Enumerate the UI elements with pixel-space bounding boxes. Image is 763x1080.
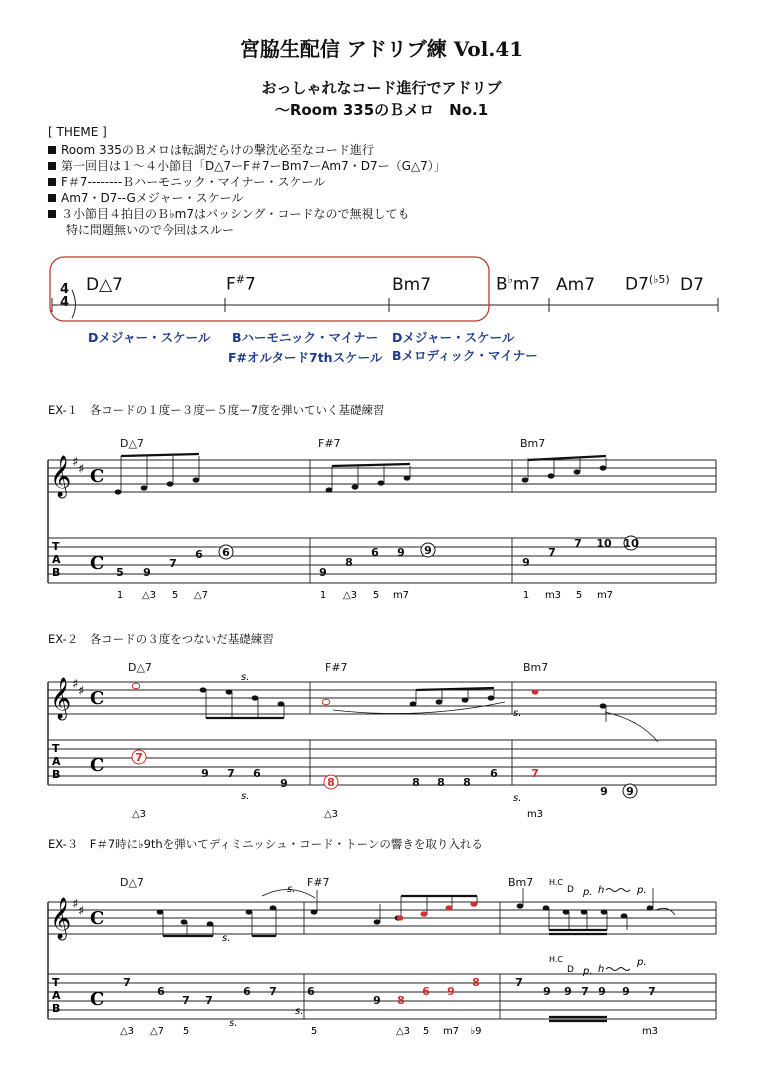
ex1-tab-number: 10 <box>623 537 639 550</box>
ex2-note <box>278 701 285 706</box>
ex1-tab-number: 6 <box>222 546 230 559</box>
ex3-note <box>421 911 428 916</box>
ex3-note <box>311 909 318 914</box>
ex1-tab-number: 9 <box>424 544 432 557</box>
ex1-beam <box>121 454 199 456</box>
ex2-note <box>252 695 259 700</box>
ex3-technique-mark: p. <box>583 966 593 977</box>
ex3-tab-number: 7 <box>182 994 190 1007</box>
chord-bm7: Bm7 <box>392 275 432 295</box>
ex1-degree: 5 <box>171 590 179 601</box>
ex3-note <box>471 901 478 906</box>
ex2-tab-letter: T <box>52 742 60 755</box>
ex3-degree: m3 <box>641 1026 659 1037</box>
ex3-treble-clef-icon: 𝄞 <box>50 898 72 939</box>
ex3-tab-number: 7 <box>648 985 656 998</box>
ex1-tab-number: 6 <box>371 546 379 559</box>
ex1-treble-clef-icon: 𝄞 <box>50 456 72 497</box>
ex1-degree: △3 <box>342 590 358 601</box>
ex3-technique-mark: h <box>598 964 605 975</box>
ex3-degree: △7 <box>149 1026 165 1037</box>
ex3-technique-mark: H.C <box>549 955 564 964</box>
ex2-chord: D△7 <box>128 661 152 674</box>
ex2-tab-number: 7 <box>135 751 143 764</box>
ex2-tab-number: 6 <box>253 767 261 780</box>
ex1-tab-letter: T <box>52 540 60 553</box>
ex1-note <box>600 465 607 470</box>
ex1-note <box>352 484 359 489</box>
ex3-technique-mark: D <box>567 965 574 975</box>
ex2-tab-number: 9 <box>201 767 209 780</box>
ex1-degree: m3 <box>544 590 562 601</box>
ex3-tab-letter: T <box>52 976 60 989</box>
ex2-tab-number: 9 <box>280 777 288 790</box>
ex1-note <box>141 485 148 490</box>
chord-d7: D7 <box>680 275 704 295</box>
ex1-tab-number: 10 <box>596 537 612 550</box>
ex1-note <box>115 489 122 494</box>
ex3-chord: Bm7 <box>508 876 534 889</box>
ex2-tab-number: 7 <box>227 767 235 780</box>
ex1-key-sharp-icon: ♯ <box>78 462 85 477</box>
ex3-tab-number: 6 <box>243 985 251 998</box>
ex3-tab-number: 9 <box>622 985 630 998</box>
ex1-common-time-icon: C <box>90 553 105 574</box>
ex3-note <box>563 909 570 914</box>
ex3-tab-number: 7 <box>205 994 213 1007</box>
progression-highlight-box <box>50 257 489 321</box>
ex1-beam <box>528 456 606 460</box>
ex3-tab-number: 7 <box>515 976 523 989</box>
ex1-degree: △7 <box>193 590 209 601</box>
theme-item: Room 335のＢメロは転調だらけの撃沈必至なコード進行 <box>48 141 374 158</box>
ex1-note <box>378 480 385 485</box>
ex2-note <box>462 697 469 702</box>
ex2-tab-number: 7 <box>531 767 539 780</box>
ex1-beam <box>332 464 410 466</box>
ex3-key-sharp-icon: ♯ <box>78 904 85 919</box>
scale-label: F#オルタード7thスケール <box>228 350 383 365</box>
ex3-chord: F#7 <box>307 876 330 889</box>
ex1-tab-number: 9 <box>319 566 327 579</box>
ex3-technique-mark: D <box>567 885 574 895</box>
ex1-degree: 1 <box>116 590 124 601</box>
ex2-note <box>322 699 330 705</box>
progression-line <box>52 298 718 312</box>
ex3-tab-number: 9 <box>564 985 572 998</box>
ex3-technique-mark: p. <box>637 885 647 896</box>
theme-heading: [ THEME ] <box>48 125 107 139</box>
ex3-note <box>543 905 550 910</box>
ex2-degree: △3 <box>323 809 339 820</box>
ex3-slide-mark: s. <box>229 1018 238 1029</box>
ex3-chord: D△7 <box>120 876 144 889</box>
ex1-common-time-icon: C <box>90 466 105 487</box>
theme-item: 第一回目は１～４小節目「D△7ーF＃7ーBm7ーAm7・D7ー（G△7）」 <box>48 157 446 174</box>
ex3-tab-number: 7 <box>581 985 589 998</box>
ex1-note <box>574 469 581 474</box>
ex2-slur <box>333 702 505 714</box>
ex3-note <box>270 905 277 910</box>
ex3-key-sharp-icon: ♯ <box>72 897 79 912</box>
ex3-technique-mark: p. <box>637 957 647 968</box>
ex2-tab-number: 8 <box>412 776 420 789</box>
chord-f-sharp-7: F#7 <box>226 273 256 295</box>
ex3-note <box>181 919 188 924</box>
ex2-note <box>226 689 233 694</box>
ex3-common-time-icon: C <box>90 989 105 1010</box>
ex2-tab-number: 8 <box>327 776 335 789</box>
ex3-slide-mark: s. <box>222 933 231 944</box>
chord-am7: Am7 <box>556 275 596 295</box>
ex3-note <box>647 905 654 910</box>
theme-item: ３小節目４拍目のＢ♭m7はパッシング・コードなので無視しても <box>48 205 409 222</box>
ex2-slide-mark: s. <box>513 708 522 719</box>
ex2-note <box>132 683 140 689</box>
ex1-tab-number: 9 <box>143 566 151 579</box>
ex2-note <box>532 689 539 694</box>
subtitle-line-2: ～Room 335のＢメロ No.1 <box>274 101 489 119</box>
ex2-treble-clef-icon: 𝄞 <box>50 678 72 719</box>
ex1-tab-number: 7 <box>548 546 556 559</box>
ex3-note <box>601 909 608 914</box>
ex3-slide-mark: s. <box>287 884 296 895</box>
scale-label: Bメロディック・マイナー <box>392 348 538 363</box>
ex3-slur <box>656 908 675 915</box>
ex3-tab-number: 9 <box>598 985 606 998</box>
ex1-label: EX-１ 各コードの１度ー３度ー５度ー7度を弾いていく基礎練習 <box>48 403 385 417</box>
ex1-tab-number: 5 <box>116 566 124 579</box>
ex2-tab-number: 8 <box>463 776 471 789</box>
ex2-chord: F#7 <box>325 661 348 674</box>
ex2-common-time-icon: C <box>90 688 105 709</box>
ex1-tab-number: 9 <box>522 556 530 569</box>
ex3-degree: △3 <box>119 1026 135 1037</box>
theme-item-continuation: 特に問題無いので今回はスルー <box>66 223 235 237</box>
ex2-chord: Bm7 <box>523 661 549 674</box>
ex2-slide-mark: s. <box>513 793 522 804</box>
ex1-tab-letter: B <box>52 566 61 579</box>
ex1-degree: 5 <box>372 590 380 601</box>
ex2-common-time-icon: C <box>90 755 105 776</box>
ex2-key-sharp-icon: ♯ <box>72 677 79 692</box>
ex2-degree: △3 <box>131 809 147 820</box>
ex3-note <box>446 905 453 910</box>
theme-item: F＃7--------Ｂハーモニック・マイナー・スケール <box>48 173 325 190</box>
ex3-tab-number: 8 <box>397 994 405 1007</box>
ex2-note <box>488 695 495 700</box>
ex1-note <box>193 477 200 482</box>
ex2-note <box>410 701 417 706</box>
ex3-tab-number: 6 <box>157 985 165 998</box>
ex3-vibrato-mark <box>606 889 630 892</box>
ex3-note <box>581 909 588 914</box>
ex3-note <box>157 909 164 914</box>
ex3-tab-letter: B <box>52 1002 61 1015</box>
ex1-degree: △3 <box>141 590 157 601</box>
ex1-note <box>167 481 174 486</box>
ex1-degree: m7 <box>596 590 614 601</box>
ex1-tab-number: 7 <box>574 537 582 550</box>
ex2-label: EX-２ 各コードの３度をつないだ基礎練習 <box>48 632 274 646</box>
ex3-slide-mark: s. <box>295 1006 304 1017</box>
ex3-tab-letter: A <box>52 989 61 1002</box>
ex1-chord: F#7 <box>318 437 341 450</box>
page-title: 宮脇生配信 アドリブ練 Vol.41 <box>239 37 524 61</box>
ex3-degree: ♭9 <box>470 1026 482 1037</box>
time-signature: 4 4 <box>60 282 70 310</box>
ex3-degree: 5 <box>422 1026 430 1037</box>
ex1-key-sharp-icon: ♯ <box>72 455 79 470</box>
ex3-tab-number: 9 <box>447 985 455 998</box>
ex3-tab-number: 6 <box>307 985 315 998</box>
ex2-tab-number: 6 <box>490 767 498 780</box>
ex3-technique-mark: p. <box>583 887 593 898</box>
ex2-tab-number: 8 <box>437 776 445 789</box>
ex2-tab-number: 9 <box>626 785 634 798</box>
ex1-note <box>548 473 555 478</box>
chord-d-maj7: D△7 <box>86 275 123 295</box>
ex2-note <box>436 699 443 704</box>
ex3-technique-mark: H.C <box>549 878 564 887</box>
scale-label: Dメジャー・スケール <box>392 330 515 345</box>
ex3-tab-number: 8 <box>472 976 480 989</box>
ex1-tab-number: 7 <box>169 557 177 570</box>
ex2-tab-letter: B <box>52 768 61 781</box>
ex3-tab-number: 6 <box>422 985 430 998</box>
ex3-technique-mark: h <box>598 885 605 896</box>
subtitle-line-1: おっしゃれなコード進行でアドリブ <box>261 79 502 97</box>
ex3-note <box>374 919 381 924</box>
scale-label: Bハーモニック・マイナー <box>232 330 379 345</box>
ex1-tab-letter: A <box>52 553 61 566</box>
ex2-slur <box>605 712 658 742</box>
chord-d7-flat5: $D7^{(♭5)}$ <box>625 273 670 295</box>
ex3-degree: 5 <box>182 1026 190 1037</box>
ex3-tab-number: 9 <box>373 994 381 1007</box>
ex3-degree: m7 <box>442 1026 460 1037</box>
ex2-note <box>600 703 607 708</box>
ex3-tab-number: 7 <box>269 985 277 998</box>
ex1-tab-number: 9 <box>397 546 405 559</box>
ex3-label: EX-３ F＃7時に♭9thを弾いてディミニッシュ・コード・トーンの響きを取り入れる <box>48 837 483 851</box>
ex1-tab-number: 8 <box>345 556 353 569</box>
ex1-degree: 5 <box>575 590 583 601</box>
ex3-tab-number: 9 <box>543 985 551 998</box>
ex3-note <box>621 913 628 918</box>
ex1-degree: 1 <box>319 590 327 601</box>
ex1-degree: 1 <box>522 590 530 601</box>
ex1-note <box>404 475 411 480</box>
scale-label: Dメジャー・スケール <box>88 330 211 345</box>
ex2-degree: m3 <box>526 809 544 820</box>
ex1-tab-number: 6 <box>195 548 203 561</box>
ex3-degree: △3 <box>395 1026 411 1037</box>
ex2-tab-number: 9 <box>600 785 608 798</box>
ex2-key-sharp-icon: ♯ <box>78 684 85 699</box>
ex2-slide-mark: s. <box>241 791 250 802</box>
ex3-tab-number: 7 <box>123 976 131 989</box>
ex2-note <box>200 687 207 692</box>
ex3-degree: 5 <box>310 1026 318 1037</box>
ex3-vibrato-mark <box>606 968 630 971</box>
ex2-tab-letter: A <box>52 755 61 768</box>
ex1-degree: m7 <box>392 590 410 601</box>
ex3-note <box>517 903 524 908</box>
ex1-chord: Bm7 <box>520 437 546 450</box>
ex2-slide-mark: s. <box>241 672 250 683</box>
ex3-note <box>397 915 404 920</box>
ex1-note <box>522 477 529 482</box>
ex3-note <box>246 909 253 914</box>
ex1-note <box>326 487 333 492</box>
ex3-common-time-icon: C <box>90 908 105 929</box>
ex3-note <box>207 921 214 926</box>
theme-item: Am7・D7--Gメジャー・スケール <box>48 189 243 206</box>
chord-b-flat-m7: B♭m7 <box>496 273 541 295</box>
ex1-chord: D△7 <box>120 437 144 450</box>
